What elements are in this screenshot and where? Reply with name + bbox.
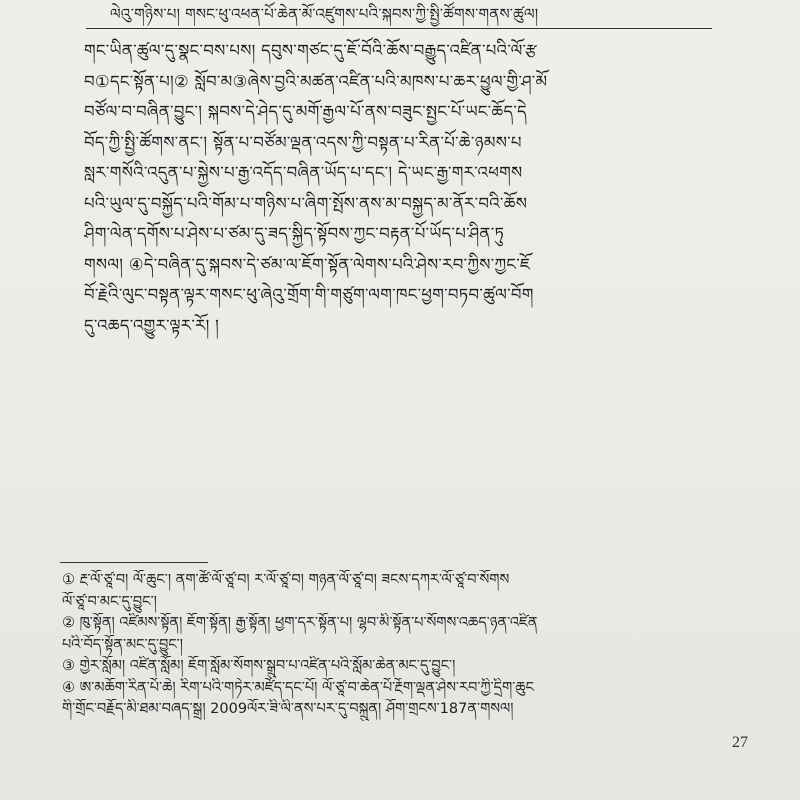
footnotes: [62, 570, 742, 721]
body-line: གང་ཡིན་ཚུལ་དུ་སྣང་བས་པས། དབུས་གཙང་དུ་ཇོ་བོའི་ཆོས་བརྒྱུད་འཛིན་པའི་ལོ་རྩ: [84, 41, 537, 60]
page-number: 27: [732, 734, 748, 751]
body-line: བ①དང་སྟོན་པ།② སློབ་མ③ཞེས་བྱའི་མཚན་འཛིན་པའི་མཁས་པ་ཆར་ཕྱུལ་གྱི་ཤ་མོ: [84, 71, 548, 91]
body-line: སླར་གསོའི་འདུན་པ་སྐྱེས་པ་རྒྱ་འདོད་བཞིན་ཡོད་པ་དང་། དེ་ཡང་རྒྱ་གར་འཕགས: [84, 163, 523, 182]
footnote-line: ལོ་ཙཱ་བ་མང་དུ་བྱུང་།: [62, 593, 157, 610]
footnote-line: ③ གྱེར་སློམ། འཛིན་སློམ། ཇོག་སློམ་སོགས་སྒྲུབ་པ་འཛིན་པའི་སློམ་ཆེན་མང་དུ་བྱུང་།: [62, 658, 456, 674]
footnote-line: གི་གྲོང་བརྗོད་མི་ཐམ་བཞད་སྒྲ། 2009ལོར་ཟི་ལི་ནས་པར་དུ་བསྐྲུན། ཤོག་གྲངས་187ན་གསལ།: [62, 701, 514, 717]
footnote-line: ④ ཨ་མཆོག་རིན་པོ་ཆེ། རིག་པའི་གཏེར་མཛོད་དང་པོ། ལོ་ཙཱ་བ་ཆེན་པོ་རྔོག་ལྡན་ཤེས་རབ་ཀྱི་དྲིག་ཆུང: [62, 679, 534, 696]
header-rule: [86, 28, 712, 29]
body-line: བཙོལ་བ་བཞིན་བྱུང་། སྐབས་དེ་ཤེད་དུ་མགོ་རྒྱལ་པོ་ནས་བཟུང་སྤྱང་པོ་ཡང་ཆོད་དེ: [84, 102, 527, 121]
body-line: པའི་ཡུལ་དུ་བསྐྱོད་པའི་གོམ་པ་གཉིས་པ་ཞིག་སྤོས་ནས་མ་བསྐྱད་མ་ནོར་བའི་ཆོས: [84, 193, 528, 213]
body-line: ཤིག་ལེན་དགོས་པ་ཤེས་པ་ཙམ་དུ་ཟད་སྐྱིད་སྟོབས་ཀྱང་བརྟན་པོ་ཡོད་པ་ཤིན་ཏུ: [84, 224, 505, 243]
body-line: བོ་རྗེའི་ལུང་བསྟན་ལྟར་གསང་ཕུ་ཞེའུ་གྲོག་གི་གཙུག་ལག་ཁང་ཕྱག་བཏབ་ཚུལ་བོག: [84, 285, 534, 304]
footnote-line: ① རྔ་ལོ་ཙཱ་བ། ལོ་ཆུང་། ནག་ཚོ་ལོ་ཙཱ་བ། ར་ལོ་ཙཱ་བ། གཉན་ལོ་ཙཱ་བ། ཟངས་དཀར་ལོ་ཙཱ་བ་སོགས: [62, 572, 510, 588]
footnote-line: པའི་བོད་སྟོན་མང་དུ་བྱུང་།: [62, 636, 183, 653]
running-head: ལེའུ་གཉིས་པ། གསང་ཕུ་འཕན་པོ་ཆེན་མོ་འཛུགས་པའི་སྐབས་ཀྱི་སྤྱི་ཚོགས་གནས་ཚུལ།: [110, 5, 539, 23]
body-line: གསལ། ④དེ་བཞིན་དུ་སྐབས་དེ་ཙམ་ལ་ཇོག་སྟོན་ལེགས་པའི་ཤེས་རབ་ཀྱིས་ཀྱང་ཇོ: [84, 254, 531, 274]
footnote-line: ② ཁུ་སྟོན། འཛིམས་སྟོན། ཇོག་སྟོན། རྒྱ་སྟོན། ཕྱག་དར་སྟོན་པ། ལྷབ་མི་སྟོན་པ་སོགས་འཆད་ཉན་འཛིན: [62, 615, 538, 631]
footnote-rule: [60, 562, 208, 563]
body-text: [84, 36, 722, 341]
body-line: དུ་འཆད་འགྱུར་ལྟར་རོ། །: [84, 315, 220, 335]
body-line: བོད་ཀྱི་སྤྱི་ཚོགས་ནང་། སྟོན་པ་བཙོམ་ལྡན་འདས་ཀྱི་བསྟན་པ་རིན་པོ་ཆེ་ཉམས་པ: [84, 132, 522, 152]
